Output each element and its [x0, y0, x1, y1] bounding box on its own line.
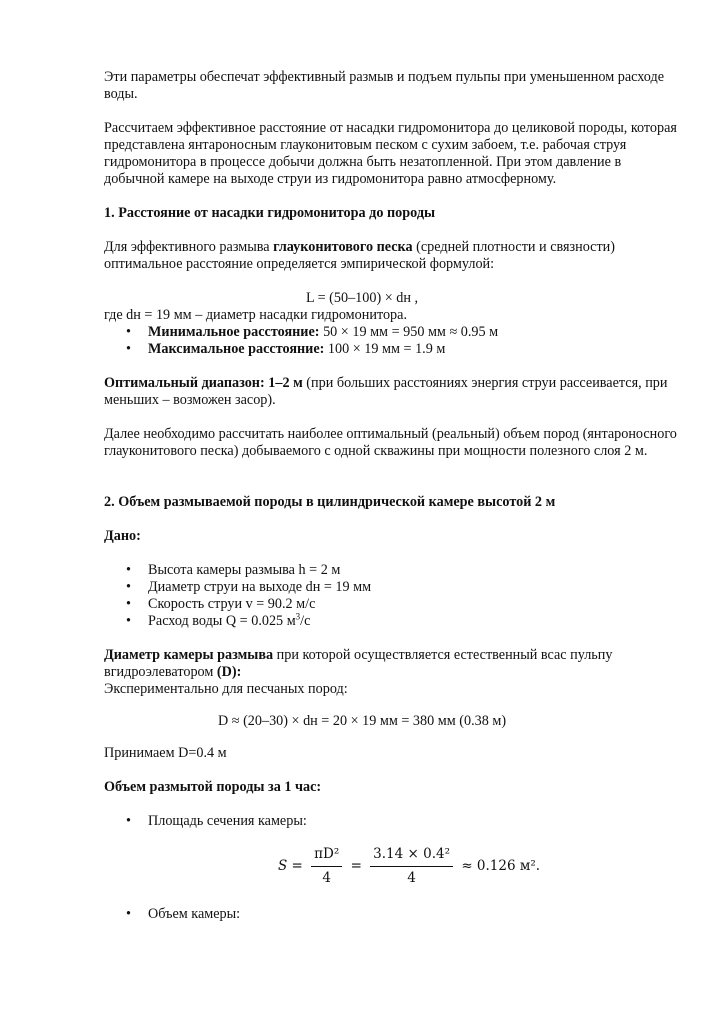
paragraph-distance-intro: Рассчитаем эффективное расстояние от насадки гидромонитора до целиковой породы, которая представлена янтароносным глауконитовым песком с сухим забоем, т.е. рабочая струя гидромонитора в процессе добычи должна быть незатопленной. При этом давление в добычной камере на выходе струи из гидромонитора равно атмосферному.	[104, 120, 677, 187]
bullet-icon: •	[126, 813, 131, 829]
where-nozzle: где dн = 19 мм – диаметр насадки гидромонитора.	[104, 307, 407, 323]
list-item: • Расход воды Q = 0.025 $м^3/с$	[126, 611, 311, 629]
fraction-2: $\frac{\text{3.14 × 0.4²}}{4}$	[370, 846, 453, 887]
paragraph-experimental: Экспериментально для песчаных пород:	[104, 681, 348, 697]
heading-distance: 1. Расстояние от насадки гидромонитора до породы	[104, 205, 436, 221]
formula-area: S = $\frac{\text{πD²}}{4}$ = $\frac{\text{3.14 × 0.4²}}{4}$ ≈ 0.126 м².	[278, 846, 541, 886]
bullet-icon: •	[126, 613, 131, 629]
distance-list	[104, 324, 664, 358]
list-item-volume: • Объем камеры:	[126, 906, 241, 922]
bullet-icon: •	[126, 341, 131, 357]
paragraph-volume-intro: Далее необходимо рассчитать наиболее оптимальный (реальный) объем пород (янтароносного глауконитового песка) добываемого с одной скважины при мощности полезного слоя 2 м.	[104, 426, 677, 459]
formula-diameter: D ≈ (20–30) × dн = 20 × 19 мм = 380 мм (0.38 м)	[217, 713, 507, 729]
paragraph-chamber-diameter: Диаметр камеры размыва при которой осуществляется естественный всас пульпу вгидроэлеватором (D):	[104, 647, 613, 680]
list-item-max: • Максимальное расстояние: 100 × 19 мм = 1.9 м	[126, 341, 446, 357]
heading-volume: 2. Объем размываемой породы в цилиндрической камере высотой 2 м	[104, 494, 556, 510]
formula-distance: L = (50–100) × dн ,	[305, 290, 419, 306]
fraction-1: $\frac{\text{πD²}}{4}$	[311, 846, 342, 887]
bullet-icon: •	[126, 562, 131, 578]
bullet-icon: •	[126, 596, 131, 612]
list-item: • Диаметр струи на выходе dн = 19 мм	[126, 579, 372, 595]
heading-given: Дано:	[104, 528, 141, 544]
heading-hour-volume: Объем размытой породы за 1 час:	[104, 779, 322, 795]
volume-list	[104, 906, 664, 923]
area-list	[104, 813, 664, 830]
list-item-area: • Площадь сечения камеры:	[126, 813, 307, 829]
paragraph-optimal-range: Оптимальный диапазон: 1–2 м (при больших расстояниях энергия струи рассеивается, при меньших – возможен засор).	[104, 375, 668, 408]
list-item: • Скорость струи v = 90.2 м/с	[126, 596, 316, 612]
given-list	[104, 562, 664, 630]
list-item-min: • Минимальное расстояние: 50 × 19 мм = 950 мм ≈ 0.95 м	[126, 324, 499, 340]
paragraph-accept: Принимаем D=0.4 м	[104, 745, 227, 761]
list-item: • Высота камеры размыва h = 2 м	[126, 562, 341, 578]
bullet-icon: •	[126, 324, 131, 340]
paragraph-empirical: Для эффективного размыва глауконитового песка (средней плотности и связности) оптимальное расстояние определяется эмпирической формулой:	[104, 239, 615, 272]
paragraph-params: Эти параметры обеспечат эффективный размыв и подъем пульпы при уменьшенном расходе воды.	[104, 69, 665, 102]
bullet-icon: •	[126, 579, 131, 595]
bullet-icon: •	[126, 906, 131, 922]
